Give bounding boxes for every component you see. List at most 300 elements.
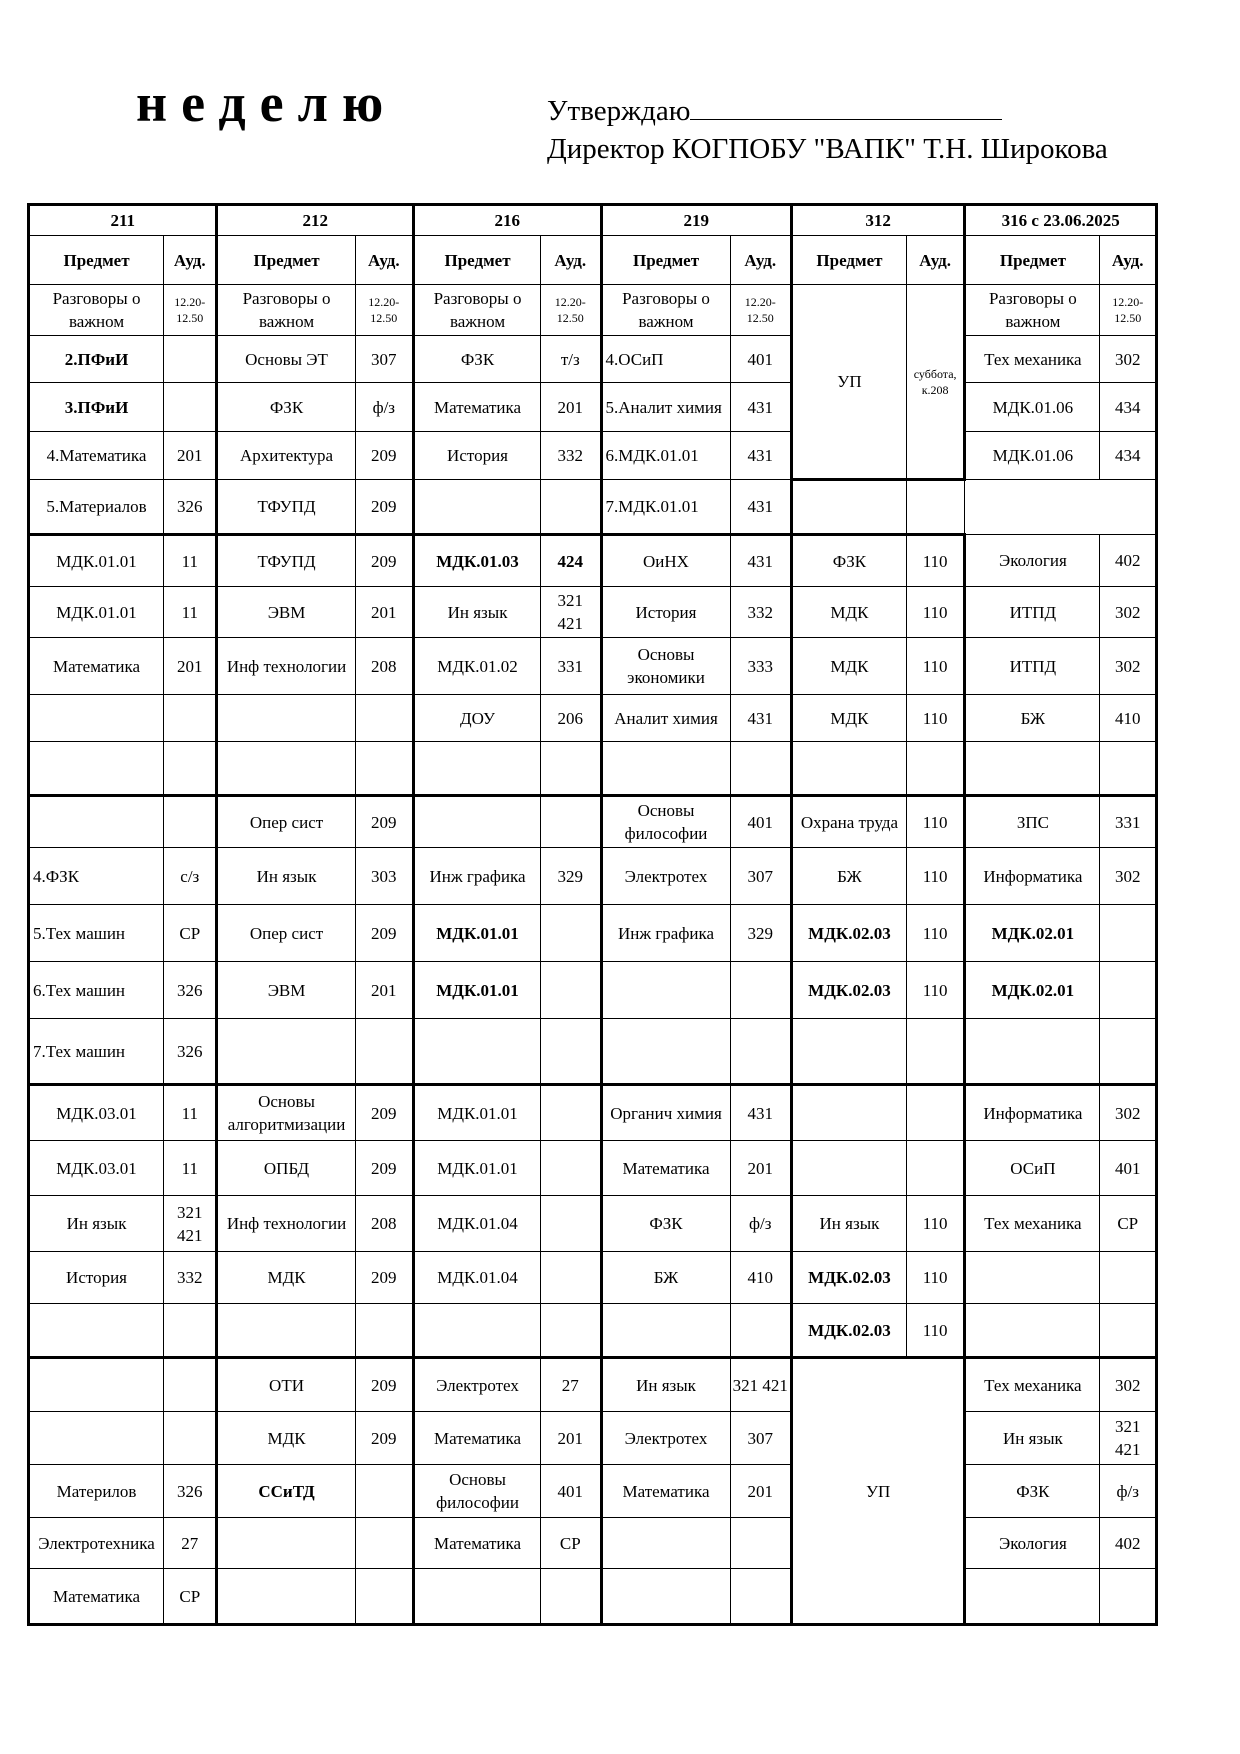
subject-cell <box>601 962 730 1019</box>
subject-cell: ФЗК <box>601 1196 730 1252</box>
table-row <box>29 1252 1157 1304</box>
room-cell <box>730 1569 791 1625</box>
subject-cell: Тех механика <box>965 1358 1100 1412</box>
subject-cell: Опер сист <box>217 796 355 848</box>
room-cell: 332 <box>730 587 791 638</box>
subject-cell: 2.ПФиИ <box>29 336 164 383</box>
room-cell <box>164 1304 217 1358</box>
subject-cell: Архитектура <box>217 432 355 480</box>
subject-cell: 4.Математика <box>29 432 164 480</box>
room-cell: 110 <box>906 695 964 742</box>
room-cell: 332 <box>541 432 601 480</box>
room-cell: 110 <box>906 1196 964 1252</box>
room-cell: СР <box>164 905 217 962</box>
subject-cell: Основы философии <box>414 1465 541 1518</box>
subject-cell: Инф технологии <box>217 638 355 695</box>
subject-cell <box>792 1141 907 1196</box>
subject-cell <box>414 480 541 535</box>
room-cell <box>1100 905 1157 962</box>
subject-cell: Математика <box>29 638 164 695</box>
subject-cell <box>29 1412 164 1465</box>
subject-cell: Электротехника <box>29 1518 164 1569</box>
room-cell: суббота, к.208 <box>906 285 964 480</box>
subject-cell: 5.Аналит химия <box>601 383 730 432</box>
subject-cell: Ин язык <box>792 1196 907 1252</box>
subject-header: Предмет <box>414 236 541 285</box>
group-header-row <box>29 205 1157 236</box>
subject-cell: Основы ЭТ <box>217 336 355 383</box>
room-cell: СР <box>541 1518 601 1569</box>
room-cell: СР <box>1100 1196 1157 1252</box>
room-cell: 201 <box>730 1141 791 1196</box>
subject-cell: БЖ <box>792 848 907 905</box>
subject-cell: Основы экономики <box>601 638 730 695</box>
room-cell <box>730 962 791 1019</box>
room-cell: 12.20-12.50 <box>541 285 601 336</box>
room-cell: 27 <box>164 1518 217 1569</box>
room-cell: 401 <box>730 796 791 848</box>
subject-cell: Разговоры о важном <box>601 285 730 336</box>
subject-cell <box>217 1518 355 1569</box>
subject-cell <box>414 796 541 848</box>
subject-cell <box>217 742 355 796</box>
room-cell: с/з <box>164 848 217 905</box>
subject-cell: ДОУ <box>414 695 541 742</box>
subject-cell: ОиНХ <box>601 535 730 587</box>
room-cell <box>355 1304 413 1358</box>
subject-cell: МДК.02.03 <box>792 1304 907 1358</box>
room-cell: 12.20-12.50 <box>355 285 413 336</box>
room-cell <box>1100 1569 1157 1625</box>
room-cell: ф/з <box>730 1196 791 1252</box>
group-header: 216 <box>414 205 601 236</box>
room-cell: 11 <box>164 587 217 638</box>
room-cell <box>541 1141 601 1196</box>
room-cell: 206 <box>541 695 601 742</box>
subject-header: Предмет <box>965 236 1100 285</box>
subject-cell: ЭВМ <box>217 587 355 638</box>
subject-cell: ССиТД <box>217 1465 355 1518</box>
room-cell <box>355 695 413 742</box>
subject-cell: Инж графика <box>601 905 730 962</box>
subject-cell: ФЗК <box>965 1465 1100 1518</box>
subject-cell: ОСиП <box>965 1141 1100 1196</box>
room-cell: 326 <box>164 962 217 1019</box>
room-cell: 329 <box>541 848 601 905</box>
room-cell: 11 <box>164 535 217 587</box>
table-row <box>29 1412 1157 1465</box>
subject-cell: Экология <box>965 535 1100 587</box>
subject-cell <box>601 1019 730 1085</box>
subject-header: Предмет <box>29 236 164 285</box>
room-cell: 321 421 <box>164 1196 217 1252</box>
table-row <box>29 1304 1157 1358</box>
room-cell: ф/з <box>1100 1465 1157 1518</box>
subject-cell: МДК.01.03 <box>414 535 541 587</box>
room-cell: 410 <box>730 1252 791 1304</box>
subject-cell: МДК.02.03 <box>792 905 907 962</box>
room-header: Ауд. <box>730 236 791 285</box>
director-line: Директор КОГПОБУ "ВАПК" Т.Н. Широкова <box>547 133 1108 165</box>
subject-cell: Электротех <box>601 848 730 905</box>
subject-cell <box>29 695 164 742</box>
room-cell <box>906 1019 964 1085</box>
subject-cell: Основы алгоритмизации <box>217 1085 355 1141</box>
room-cell <box>730 1518 791 1569</box>
table-row <box>29 1358 1157 1412</box>
schedule-table <box>27 203 1158 1626</box>
room-cell: 431 <box>730 535 791 587</box>
subject-cell: МДК <box>217 1412 355 1465</box>
subject-cell: Инж графика <box>414 848 541 905</box>
subject-cell: МДК.02.03 <box>792 1252 907 1304</box>
room-cell: 326 <box>164 1019 217 1085</box>
subject-cell <box>792 1085 907 1141</box>
table-row <box>29 1085 1157 1141</box>
subject-cell <box>965 1569 1100 1625</box>
room-header: Ауд. <box>355 236 413 285</box>
subject-cell: 5.Тех машин <box>29 905 164 962</box>
room-header: Ауд. <box>906 236 964 285</box>
subject-cell: МДК.01.06 <box>965 432 1100 480</box>
subject-cell <box>414 1569 541 1625</box>
room-cell: 434 <box>1100 383 1157 432</box>
subject-cell: Тех механика <box>965 336 1100 383</box>
subject-header: Предмет <box>217 236 355 285</box>
room-cell: 303 <box>355 848 413 905</box>
room-cell: 201 <box>541 383 601 432</box>
room-cell <box>355 742 413 796</box>
table-row <box>29 905 1157 962</box>
room-cell: 431 <box>730 383 791 432</box>
room-cell: 209 <box>355 1358 413 1412</box>
room-cell: 331 <box>541 638 601 695</box>
table-row <box>29 535 1157 587</box>
subject-cell <box>601 1304 730 1358</box>
room-header: Ауд. <box>1100 236 1157 285</box>
subject-cell: Ин язык <box>29 1196 164 1252</box>
room-cell: 326 <box>164 1465 217 1518</box>
room-cell: 209 <box>355 535 413 587</box>
room-cell: 431 <box>730 1085 791 1141</box>
subject-cell: ЭВМ <box>217 962 355 1019</box>
room-cell: 331 <box>1100 796 1157 848</box>
room-cell <box>355 1019 413 1085</box>
table-row <box>29 432 1157 480</box>
page-title-fragment: неделю <box>136 73 398 133</box>
subject-cell: Инф технологии <box>217 1196 355 1252</box>
room-cell: 410 <box>1100 695 1157 742</box>
subject-cell <box>601 1518 730 1569</box>
subject-cell: ЗПС <box>965 796 1100 848</box>
subject-cell: Материлов <box>29 1465 164 1518</box>
room-cell: 209 <box>355 1085 413 1141</box>
subject-cell <box>792 480 907 535</box>
subject-cell: Электротех <box>414 1358 541 1412</box>
approve-label: Утверждаю <box>547 95 691 127</box>
subject-cell: ФЗК <box>792 535 907 587</box>
subject-cell: История <box>29 1252 164 1304</box>
subject-cell: МДК.01.04 <box>414 1196 541 1252</box>
room-cell: 302 <box>1100 336 1157 383</box>
subject-cell: ТФУПД <box>217 480 355 535</box>
subject-cell: Опер сист <box>217 905 355 962</box>
table-row <box>29 480 1157 535</box>
subject-cell: Разговоры о важном <box>217 285 355 336</box>
subject-cell: Экология <box>965 1518 1100 1569</box>
subject-cell: Математика <box>601 1465 730 1518</box>
subject-cell <box>965 1304 1100 1358</box>
subject-cell <box>217 1019 355 1085</box>
room-cell <box>906 480 964 535</box>
subject-cell: МДК.01.01 <box>414 962 541 1019</box>
room-cell: 329 <box>730 905 791 962</box>
room-cell <box>541 1085 601 1141</box>
subject-cell: МДК.03.01 <box>29 1085 164 1141</box>
subject-cell: Математика <box>601 1141 730 1196</box>
room-cell: 401 <box>730 336 791 383</box>
room-cell <box>541 1304 601 1358</box>
room-cell: 307 <box>355 336 413 383</box>
subject-cell: МДК.02.01 <box>965 962 1100 1019</box>
room-cell: 12.20-12.50 <box>164 285 217 336</box>
room-cell: 431 <box>730 480 791 535</box>
subject-cell <box>414 1304 541 1358</box>
subject-cell: ТФУПД <box>217 535 355 587</box>
table-row <box>29 285 1157 336</box>
room-cell <box>164 1412 217 1465</box>
room-cell: 307 <box>730 1412 791 1465</box>
room-cell <box>541 962 601 1019</box>
table-row <box>29 1196 1157 1252</box>
room-cell: 11 <box>164 1141 217 1196</box>
subject-cell: 4.ФЗК <box>29 848 164 905</box>
subject-cell: Аналит химия <box>601 695 730 742</box>
room-cell: 110 <box>906 587 964 638</box>
room-cell: 431 <box>730 432 791 480</box>
room-cell: 402 <box>1100 535 1157 587</box>
room-cell: 209 <box>355 905 413 962</box>
room-cell: 201 <box>164 638 217 695</box>
room-cell <box>906 1085 964 1141</box>
subject-cell <box>217 1304 355 1358</box>
table-row <box>29 962 1157 1019</box>
subject-cell: Информатика <box>965 848 1100 905</box>
room-cell: 321 421 <box>730 1358 791 1412</box>
subject-cell <box>217 1569 355 1625</box>
subject-cell: МДК <box>792 695 907 742</box>
room-cell: 110 <box>906 638 964 695</box>
subject-cell: БЖ <box>965 695 1100 742</box>
room-cell: 321 421 <box>541 587 601 638</box>
table-row <box>29 336 1157 383</box>
subject-cell: МДК.01.01 <box>29 535 164 587</box>
table-row <box>29 742 1157 796</box>
group-header: 312 <box>792 205 965 236</box>
table-row <box>29 1019 1157 1085</box>
room-cell <box>1100 742 1157 796</box>
subject-cell: Органич химия <box>601 1085 730 1141</box>
subject-cell <box>29 1304 164 1358</box>
subject-cell: Разговоры о важном <box>29 285 164 336</box>
room-cell <box>541 1019 601 1085</box>
room-cell <box>541 905 601 962</box>
approval-block <box>547 92 1108 168</box>
room-cell <box>1100 1304 1157 1358</box>
room-cell <box>164 1358 217 1412</box>
group-header: 316 с 23.06.2025 <box>965 205 1157 236</box>
room-cell <box>355 1569 413 1625</box>
subject-cell <box>792 1019 907 1085</box>
table-row <box>29 695 1157 742</box>
room-cell: 110 <box>906 962 964 1019</box>
room-cell: 302 <box>1100 587 1157 638</box>
room-header: Ауд. <box>541 236 601 285</box>
subject-cell: МДК.01.01 <box>414 1141 541 1196</box>
table-row <box>29 1141 1157 1196</box>
subject-cell: Охрана труда <box>792 796 907 848</box>
column-header-row <box>29 236 1157 285</box>
room-cell: 201 <box>355 962 413 1019</box>
table-row <box>29 587 1157 638</box>
subject-cell: ОТИ <box>217 1358 355 1412</box>
room-cell: 201 <box>730 1465 791 1518</box>
room-cell: 209 <box>355 432 413 480</box>
subject-cell: 6.Тех машин <box>29 962 164 1019</box>
subject-cell: 5.Материалов <box>29 480 164 535</box>
room-cell: ф/з <box>355 383 413 432</box>
subject-cell: ИТПД <box>965 587 1100 638</box>
subject-cell: МДК.01.01 <box>414 1085 541 1141</box>
room-cell: 209 <box>355 1412 413 1465</box>
subject-cell: 4.ОСиП <box>601 336 730 383</box>
subject-cell <box>601 742 730 796</box>
subject-cell <box>965 742 1100 796</box>
subject-cell: ФЗК <box>414 336 541 383</box>
subject-cell: МДК.02.01 <box>965 905 1100 962</box>
subject-cell <box>601 1569 730 1625</box>
room-cell <box>164 796 217 848</box>
table-row <box>29 848 1157 905</box>
room-cell <box>730 1019 791 1085</box>
room-cell: 302 <box>1100 1358 1157 1412</box>
subject-cell: ИТПД <box>965 638 1100 695</box>
subject-cell <box>29 796 164 848</box>
room-cell <box>1100 962 1157 1019</box>
subject-cell: История <box>601 587 730 638</box>
room-cell: 434 <box>1100 432 1157 480</box>
subject-cell: МДК.02.03 <box>792 962 907 1019</box>
subject-cell: Ин язык <box>601 1358 730 1412</box>
room-header: Ауд. <box>164 236 217 285</box>
subject-cell: Электротех <box>601 1412 730 1465</box>
subject-cell <box>414 742 541 796</box>
room-cell <box>164 336 217 383</box>
room-cell: 209 <box>355 480 413 535</box>
subject-cell: МДК <box>792 587 907 638</box>
room-cell: 110 <box>906 1304 964 1358</box>
room-cell: 110 <box>906 905 964 962</box>
subject-cell: 6.МДК.01.01 <box>601 432 730 480</box>
room-cell: 333 <box>730 638 791 695</box>
room-cell <box>541 480 601 535</box>
subject-cell: Математика <box>414 1518 541 1569</box>
subject-cell: 7.Тех машин <box>29 1019 164 1085</box>
table-row <box>29 638 1157 695</box>
room-cell: 209 <box>355 796 413 848</box>
subject-header: Предмет <box>601 236 730 285</box>
room-cell: 302 <box>1100 638 1157 695</box>
room-cell: 27 <box>541 1358 601 1412</box>
room-cell <box>164 742 217 796</box>
subject-cell: МДК.01.01 <box>414 905 541 962</box>
table-row <box>29 1465 1157 1518</box>
table-row <box>29 796 1157 848</box>
subject-cell: Ин язык <box>217 848 355 905</box>
room-cell: 208 <box>355 1196 413 1252</box>
room-cell: СР <box>164 1569 217 1625</box>
subject-cell: ФЗК <box>217 383 355 432</box>
subject-cell: МДК.01.02 <box>414 638 541 695</box>
subject-cell: Ин язык <box>414 587 541 638</box>
subject-cell: Основы философии <box>601 796 730 848</box>
room-cell: т/з <box>541 336 601 383</box>
room-cell <box>906 742 964 796</box>
subject-cell: Информатика <box>965 1085 1100 1141</box>
room-cell <box>730 1304 791 1358</box>
group-header: 212 <box>217 205 414 236</box>
room-cell <box>541 1252 601 1304</box>
subject-cell: 3.ПФиИ <box>29 383 164 432</box>
subject-cell <box>965 1252 1100 1304</box>
subject-cell: Тех механика <box>965 1196 1100 1252</box>
room-cell: 12.20-12.50 <box>730 285 791 336</box>
room-cell <box>355 1465 413 1518</box>
subject-cell: МДК <box>792 638 907 695</box>
room-cell: 110 <box>906 1252 964 1304</box>
room-cell: 302 <box>1100 1085 1157 1141</box>
room-cell: 12.20-12.50 <box>1100 285 1157 336</box>
room-cell: 326 <box>164 480 217 535</box>
subject-cell <box>792 742 907 796</box>
subject-cell: МДК.03.01 <box>29 1141 164 1196</box>
subject-cell: МДК.01.04 <box>414 1252 541 1304</box>
subject-cell: Математика <box>414 383 541 432</box>
room-cell: 209 <box>355 1252 413 1304</box>
subject-cell: История <box>414 432 541 480</box>
subject-cell <box>965 1019 1100 1085</box>
signature-line <box>690 92 1002 120</box>
subject-cell <box>217 695 355 742</box>
subject-cell: Математика <box>414 1412 541 1465</box>
room-cell <box>355 1518 413 1569</box>
room-cell <box>541 742 601 796</box>
table-row <box>29 383 1157 432</box>
subject-cell: Разговоры о важном <box>414 285 541 336</box>
room-cell: 209 <box>355 1141 413 1196</box>
subject-cell: Разговоры о важном <box>965 285 1100 336</box>
table-row <box>29 1569 1157 1625</box>
room-cell <box>730 742 791 796</box>
room-cell: 201 <box>164 432 217 480</box>
subject-cell: МДК.01.01 <box>29 587 164 638</box>
room-cell: 201 <box>355 587 413 638</box>
room-cell: 208 <box>355 638 413 695</box>
room-cell: 332 <box>164 1252 217 1304</box>
room-cell: 431 <box>730 695 791 742</box>
subject-cell <box>29 742 164 796</box>
room-cell: 201 <box>541 1412 601 1465</box>
